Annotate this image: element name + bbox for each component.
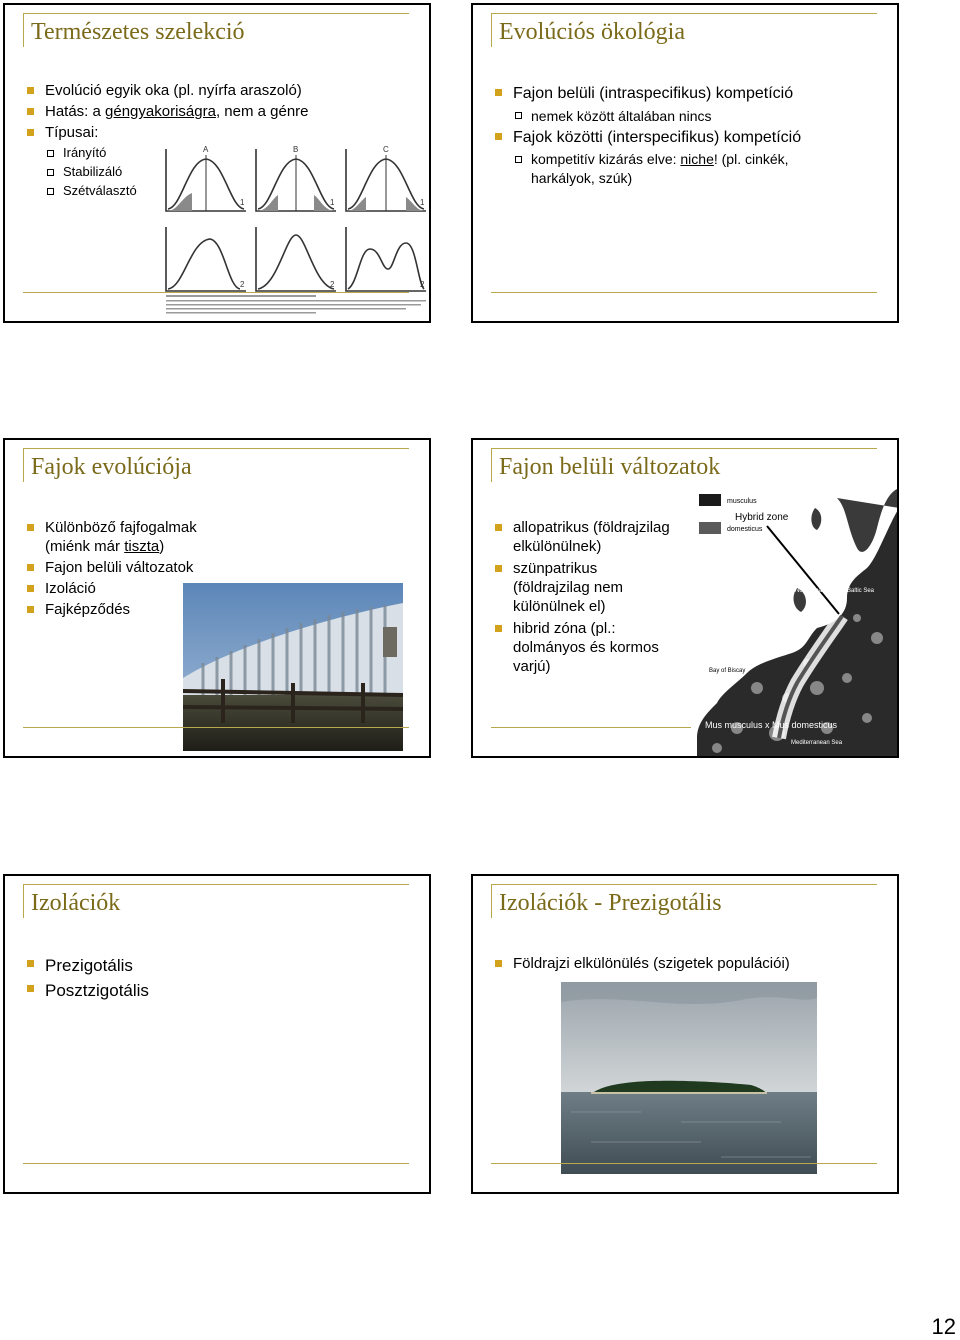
- sub-item: Irányító: [27, 144, 309, 162]
- map-label: Hybrid zone: [735, 512, 789, 523]
- slide-izolaciok: [3, 874, 431, 1194]
- fence-photo: [183, 583, 403, 751]
- figure-label: 1: [240, 198, 245, 207]
- map-label: Baltic Sea: [847, 588, 875, 594]
- hybrid-zone-map: [697, 488, 899, 758]
- title-rule: [491, 13, 877, 14]
- sub-item: Szétválasztó: [27, 182, 309, 200]
- title-rule-vertical: [23, 448, 24, 482]
- selection-types-figure: [160, 143, 430, 315]
- slide-termeszetes-szelekcio: [3, 3, 431, 323]
- bullet-item: Hatás: a géngyakoriságra, nem a génre: [27, 102, 309, 121]
- legend-swatch-musculus: [699, 494, 721, 506]
- legend-label: domesticus: [727, 526, 763, 533]
- sub-item: Stabilizáló: [27, 163, 309, 181]
- island-photo: [561, 982, 817, 1174]
- title-rule-vertical: [23, 884, 24, 918]
- underlined-term: niche: [680, 151, 714, 167]
- footer-rule: [491, 1163, 877, 1164]
- bullet-list: [495, 518, 673, 678]
- bullet-item: Prezigotális: [27, 954, 149, 977]
- title-rule: [23, 448, 409, 449]
- title-rule: [23, 884, 409, 885]
- bullet-item: hibrid zóna (pl.: dolmányos és kormos varjú): [495, 619, 673, 676]
- bullet-list: [27, 954, 149, 1004]
- sub-item: nemek között általában nincs: [495, 106, 885, 126]
- bullet-list: [495, 83, 885, 189]
- title-rule: [491, 884, 877, 885]
- slide-title: Fajok evolúciója: [31, 454, 192, 480]
- footer-rule: [23, 727, 409, 728]
- bullet-item: szünpatrikus (földrajzilag nem különülnek el): [495, 559, 673, 616]
- bullet-item: Földrajzi elkülönülés (szigetek populációi): [495, 954, 790, 973]
- title-rule-vertical: [491, 13, 492, 47]
- footer-rule: [491, 292, 877, 293]
- figure-label: C: [383, 145, 389, 154]
- title-rule: [23, 13, 409, 14]
- sub-item: kompetitív kizárás elve: niche! (pl. cinkék, harkályok, szúk): [495, 150, 831, 188]
- figure-label: B: [293, 145, 299, 154]
- slide-title: Fajon belüli változatok: [499, 454, 721, 480]
- page-number: 12: [931, 1314, 956, 1339]
- title-rule-vertical: [491, 884, 492, 918]
- figure-label: 2: [330, 280, 335, 289]
- footer-rule: [491, 727, 691, 728]
- legend-label: musculus: [727, 498, 757, 505]
- slide-title: Természetes szelekció: [31, 19, 245, 45]
- slide-evolucios-okologia: [471, 3, 899, 323]
- bullet-item: Típusai:: [27, 123, 309, 142]
- slide-title: Izolációk: [31, 890, 121, 916]
- title-rule: [491, 448, 877, 449]
- footer-rule: [23, 1163, 409, 1164]
- footer-rule: [23, 292, 409, 293]
- bullet-item: allopatrikus (földrajzilag elkülönülnek): [495, 518, 673, 556]
- bullet-item: Posztzigotális: [27, 979, 149, 1002]
- slide-fajok-evolucioja: [3, 438, 431, 758]
- slide-title: Evolúciós ökológia: [499, 19, 685, 45]
- figure-label: 2: [420, 280, 425, 289]
- title-rule-vertical: [491, 448, 492, 482]
- bullet-item: Izoláció: [27, 579, 227, 598]
- figure-label: A: [203, 145, 209, 154]
- bullet-item: Fajon belüli (intraspecifikus) kompetíció: [495, 83, 885, 104]
- map-label: Mediterranean Sea: [791, 740, 843, 746]
- figure-label: 1: [330, 198, 335, 207]
- title-rule-vertical: [23, 13, 24, 47]
- slide-fajon-beluli-valtozatok: [471, 438, 899, 758]
- bullet-list: [495, 954, 790, 975]
- bullet-item: Evolúció egyik oka (pl. nyírfa araszoló): [27, 81, 309, 100]
- bullet-item: Fajok közötti (interspecifikus) kompetíció: [495, 127, 885, 148]
- figure-label: 1: [420, 198, 425, 207]
- slide-title: Izolációk - Prezigotális: [499, 890, 722, 916]
- figure-caption: [166, 295, 426, 314]
- slide-izolaciok-prezigotalis: [471, 874, 899, 1194]
- map-label: North Sea: [795, 588, 823, 594]
- bullet-item: Fajképződés: [27, 600, 227, 619]
- map-label: Bay of Biscay: [709, 668, 746, 674]
- map-label: Mus musculus x Mus domesticus: [705, 720, 838, 730]
- underlined-term: tiszta: [124, 538, 160, 555]
- figure-label: 2: [240, 280, 245, 289]
- bullet-item: Különböző fajfogalmak (miénk már tiszta): [27, 518, 227, 556]
- bullet-item: Fajon belüli változatok: [27, 558, 227, 577]
- legend-swatch-domesticus: [699, 522, 721, 534]
- underlined-term: géngyakoriságra: [105, 103, 216, 120]
